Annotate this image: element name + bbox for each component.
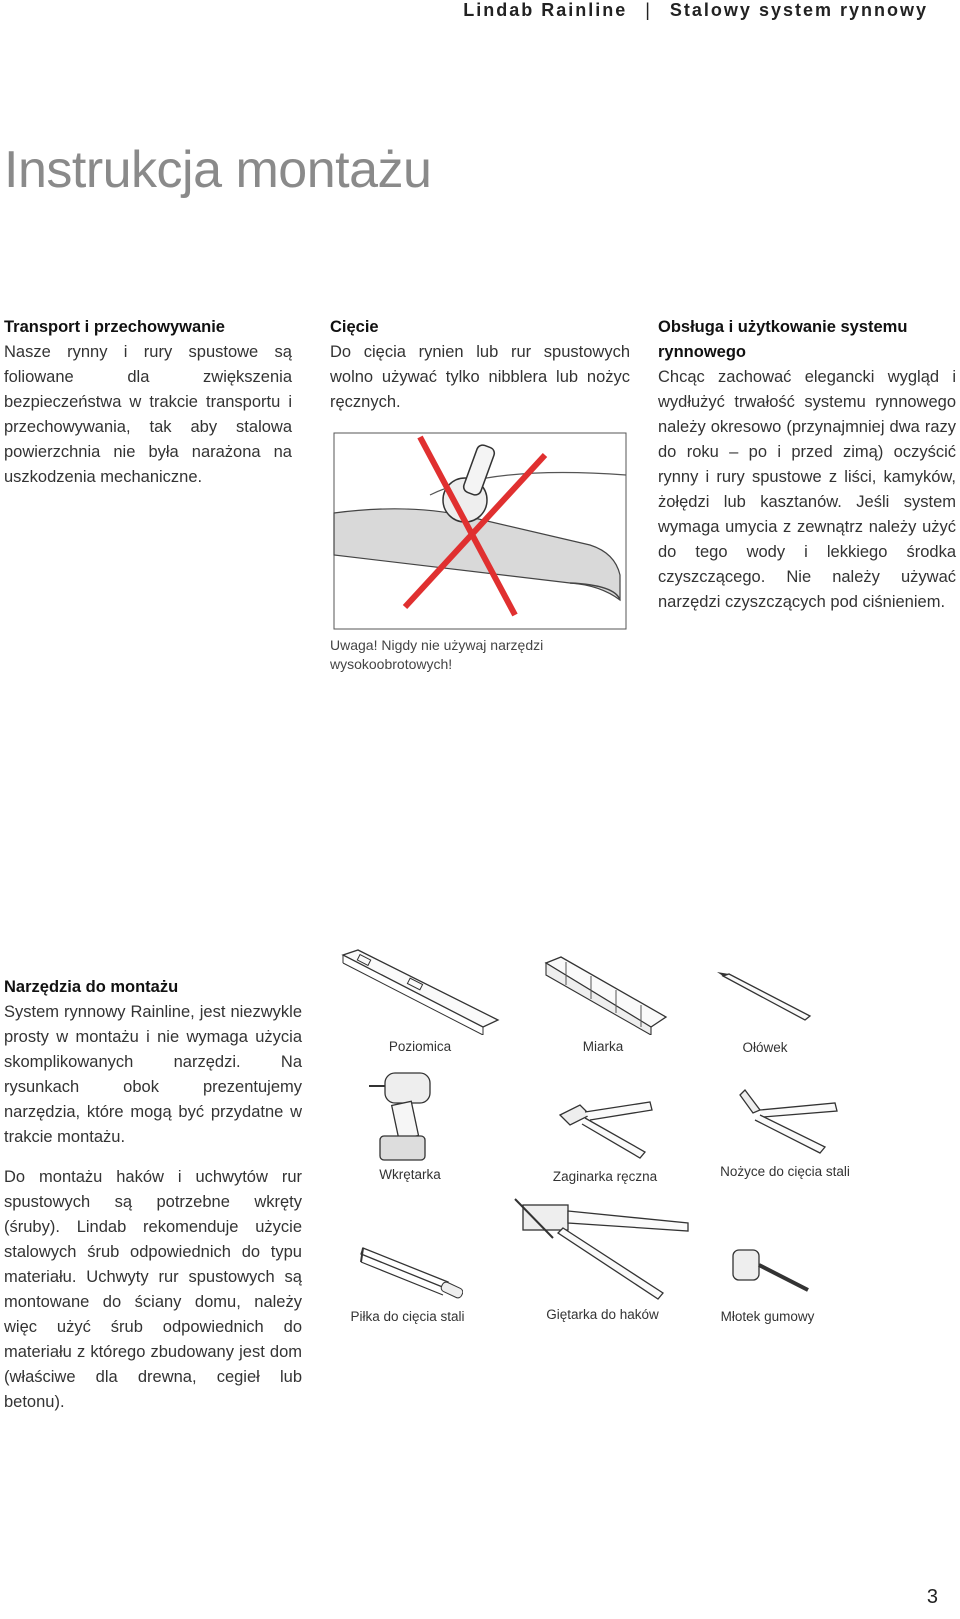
tool-label: Nożyce do cięcia stali <box>720 1164 850 1179</box>
cutting-caption: Uwaga! Nigdy nie używaj narzędzi wysokoobrotowych! <box>330 637 544 672</box>
tool-hand-seamer <box>535 1090 675 1184</box>
tool-label: Poziomica <box>388 1039 452 1054</box>
tools-section <box>4 975 302 1150</box>
transport-body: Nasze rynny i rury spustowe są foliowane dla zwiększenia bezpieczeństwa w trakcie transportu i przechowywania, tak aby stalowa powierzchnia nie była narażona na uszkodzenia mechaniczne. <box>4 343 292 486</box>
hook-bender-icon <box>513 1193 693 1303</box>
tools-heading: Narzędzia do montażu <box>4 978 179 996</box>
rubber-mallet-icon <box>723 1240 813 1305</box>
running-header <box>463 0 928 21</box>
screws-body: Do montażu haków i uchwytów rur spustowych są potrzebne wkręty (śruby). Lindab rekomenduje użycie stalowych śrub odpowiednich do typu materiału. Uchwyty rur spustowych są montowane do ściany domu, należy więc użyć śrub odpowiednich do materiału z którego zbudowany jest dom (właściwe dla drewna, cegieł lub betonu). <box>4 1168 302 1411</box>
transport-section <box>4 315 292 490</box>
header-separator: | <box>645 0 652 20</box>
maintenance-section <box>658 315 956 615</box>
tool-label: Ołówek <box>742 1040 788 1055</box>
header-subtitle: Stalowy system rynnowy <box>669 0 928 20</box>
folding-rule-icon <box>536 955 671 1035</box>
tool-label: Piłka do cięcia stali <box>350 1309 465 1324</box>
tool-tin-snips <box>705 1085 865 1179</box>
grinder-warning-illustration <box>330 425 630 633</box>
tool-label: Miarka <box>582 1039 624 1054</box>
pencil-icon <box>715 970 815 1030</box>
tool-pencil <box>705 970 825 1055</box>
tool-label: Zaginarka ręczna <box>552 1169 658 1184</box>
cutting-heading: Cięcie <box>330 318 379 336</box>
page-number: 3 <box>926 1586 938 1608</box>
tool-hook-bender <box>510 1193 695 1322</box>
tool-rubber-mallet <box>705 1240 830 1324</box>
hand-seamer-icon <box>550 1090 660 1165</box>
gutter-shape <box>334 509 620 600</box>
tools-body: System rynnowy Rainline, jest niezwykle prosty w montażu i nie wymaga użycia skomplikowanych narzędzi. Na rysunkach obok prezentujemy narzędzia, które mogą być przydatne w trakcie montażu. <box>4 1003 302 1146</box>
spirit-level-icon <box>338 945 503 1035</box>
grinder-handle-icon <box>462 443 496 496</box>
transport-heading: Transport i przechowywanie <box>4 318 225 336</box>
tool-label: Młotek gumowy <box>720 1309 815 1324</box>
tool-hacksaw <box>340 1240 475 1324</box>
tool-spirit-level <box>335 945 505 1054</box>
cutting-body: Do cięcia rynien lub rur spustowych wolno używać tylko nibblera lub nożyc ręcznych. <box>330 343 630 411</box>
screws-section <box>4 1165 302 1415</box>
tool-drill <box>350 1068 470 1182</box>
tool-folding-rule <box>533 955 673 1054</box>
drill-icon <box>365 1068 455 1163</box>
maintenance-body: Chcąc zachować elegancki wygląd i wydłużyć trwałość systemu rynnowego należy okresowo (przynajmniej dwa razy do roku – po i przed zimą) oczyścić rynny i rury spustowe z liści, kamyków, żołędzi lub kasztanów. Jeśli system wymaga umycia z zewnątrz należy użyć do tego wody i lekkiego środka czyszczącego. Nie należy używać narzędzi czyszczących pod ciśnieniem. <box>658 368 956 611</box>
header-brand: Lindab Rainline <box>463 0 628 20</box>
tool-label: Giętarka do haków <box>546 1307 659 1322</box>
tin-snips-icon <box>725 1085 845 1160</box>
tool-label: Wkrętarka <box>379 1167 441 1182</box>
cutting-section <box>330 315 630 415</box>
maintenance-heading: Obsługa i użytkowanie systemu rynnowego <box>658 318 908 361</box>
page-title: Instrukcja montażu <box>4 141 432 199</box>
hacksaw-icon <box>353 1240 463 1305</box>
